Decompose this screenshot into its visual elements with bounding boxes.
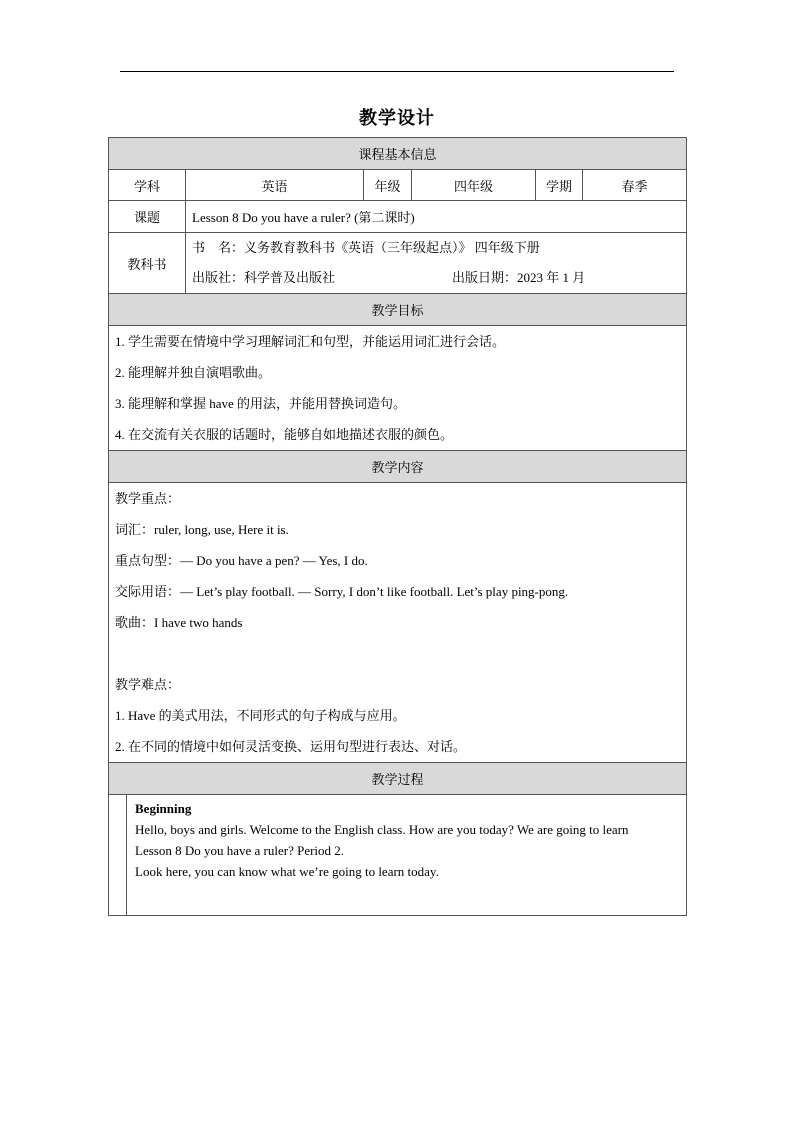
objective-item: 2. 能理解并独自演唱歌曲。: [115, 365, 272, 380]
topic-value: Lesson 8 Do you have a ruler? (第二课时): [186, 201, 687, 233]
key-points-label: 教学重点：: [115, 491, 181, 506]
grade-label: 年级: [364, 170, 412, 201]
publisher-line: 出版社：科学普及出版社: [192, 270, 336, 285]
content-body: [109, 483, 687, 763]
objective-item: 3. 能理解和掌握 have 的用法，并能用替换词造句。: [115, 396, 407, 411]
song-line: 歌曲：I have two hands: [115, 615, 243, 630]
process-paragraph-line: Lesson 8 Do you have a ruler? Period 2.: [135, 843, 345, 858]
phrases-line: 交际用语：— Let’s play football. — Sorry, I don’t like football. Let’s play ping-pong.: [115, 584, 569, 599]
textbook-info: [186, 233, 687, 294]
process-paragraph-line: Hello, boys and girls. Welcome to the English class. How are you today? We are going to learn: [135, 822, 629, 837]
textbook-label: 教科书: [109, 233, 186, 294]
objectives-list: [109, 326, 687, 451]
document-title: 教学设计: [359, 108, 435, 128]
process-body: [109, 795, 687, 916]
grade-value: 四年级: [412, 170, 536, 201]
objective-item: 4. 在交流有关衣服的话题时，能够自如地描述衣服的颜色。: [115, 427, 454, 442]
process-divider: [126, 795, 127, 915]
vocab-line: 词汇：ruler, long, use, Here it is.: [115, 522, 289, 537]
lesson-plan-table: [108, 137, 686, 916]
term-value: 春季: [583, 170, 687, 201]
process-paragraph-line: Look here, you can know what we’re going to learn today.: [135, 864, 439, 879]
topic-label: 课题: [109, 201, 186, 233]
header-rule: [120, 71, 674, 72]
section-header-objectives: 教学目标: [109, 294, 687, 326]
section-header-basic-info: 课程基本信息: [109, 138, 687, 170]
sentences-line: 重点句型：— Do you have a pen? — Yes, I do.: [115, 553, 368, 568]
subject-value: 英语: [186, 170, 364, 201]
blank-line: [115, 638, 680, 669]
difficulty-item: 1. Have 的美式用法，不同形式的句子构成与应用。: [115, 708, 406, 723]
difficulties-label: 教学难点：: [115, 677, 181, 692]
book-name-line: 书 名：义务教育教科书《英语（三年级起点）》 四年级下册: [192, 240, 540, 255]
process-text: [135, 798, 682, 882]
beginning-heading: Beginning: [135, 801, 192, 816]
subject-label: 学科: [109, 170, 186, 201]
section-header-process: 教学过程: [109, 763, 687, 795]
difficulty-item: 2. 在不同的情境中如何灵活变换、运用句型进行表达、对话。: [115, 739, 467, 754]
objective-item: 1. 学生需要在情境中学习理解词汇和句型，并能运用词汇进行会话。: [115, 334, 506, 349]
term-label: 学期: [536, 170, 583, 201]
section-header-content: 教学内容: [109, 451, 687, 483]
publisher-row: [192, 263, 680, 293]
publish-date-line: 出版日期：2023 年 1 月: [452, 270, 586, 285]
